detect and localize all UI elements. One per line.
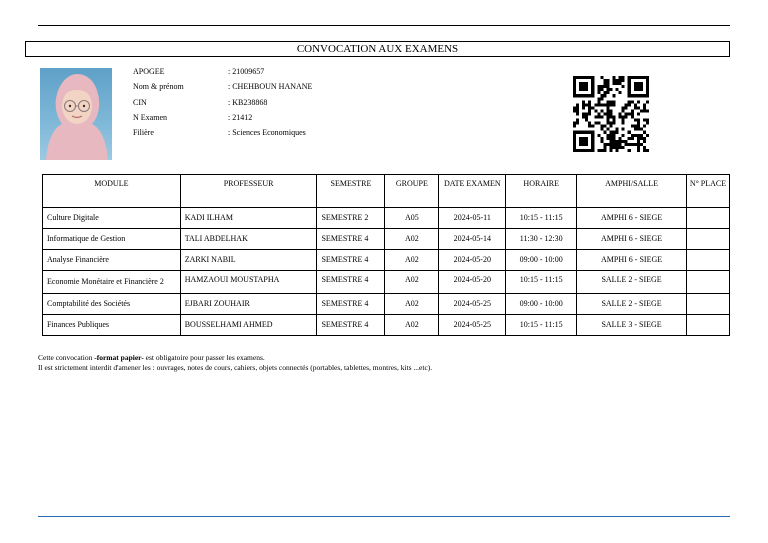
cell-professeur: HAMZAOUI MOUSTAPHA — [180, 271, 317, 294]
cell-salle: SALLE 2 - SIEGE — [577, 294, 687, 315]
header-module: MODULE — [43, 175, 181, 208]
cell-horaire: 10:15 - 11:15 — [506, 315, 577, 336]
cell-horaire: 11:30 - 12:30 — [506, 229, 577, 250]
document-title: CONVOCATION AUX EXAMENS — [25, 41, 730, 57]
cell-module: Economie Monétaire et Financière 2 — [43, 271, 181, 294]
info-label: CIN — [133, 97, 147, 107]
cell-module: Culture Digitale — [43, 208, 181, 229]
cell-groupe: A02 — [385, 294, 439, 315]
cell-salle: AMPHI 6 - SIEGE — [577, 229, 687, 250]
header-horaire: HORAIRE — [506, 175, 577, 208]
exam-table — [42, 174, 730, 336]
cell-semestre: SEMESTRE 4 — [317, 271, 385, 294]
cell-date: 2024-05-11 — [439, 208, 506, 229]
note-line-1 — [38, 353, 432, 363]
cell-groupe: A02 — [385, 250, 439, 271]
cell-groupe: A02 — [385, 271, 439, 294]
cell-horaire: 09:00 - 10:00 — [506, 294, 577, 315]
cell-semestre: SEMESTRE 4 — [317, 315, 385, 336]
info-value: : Sciences Economiques — [228, 128, 306, 138]
header-semestre: SEMESTRE — [317, 175, 385, 208]
info-value: : CHEHBOUN HANANE — [228, 82, 313, 92]
table-row — [43, 250, 730, 271]
cell-date: 2024-05-25 — [439, 315, 506, 336]
cell-semestre: SEMESTRE 2 — [317, 208, 385, 229]
note-line-2: Il est strictement interdit d'amener les : ouvrages, notes de cours, cahiers, objets connectés (portables, tablettes, montres, kits ...etc). — [38, 363, 433, 372]
qr-code-icon — [573, 76, 649, 152]
table-row — [43, 229, 730, 250]
note-bold: -format papier- — [94, 353, 144, 362]
info-value: : 21412 — [228, 112, 253, 122]
cell-semestre: SEMESTRE 4 — [317, 294, 385, 315]
exam-notes — [38, 353, 432, 373]
student-photo — [40, 68, 112, 160]
cell-groupe: A02 — [385, 315, 439, 336]
cell-module: Finances Publiques — [43, 315, 181, 336]
cell-horaire: 10:15 - 11:15 — [506, 271, 577, 294]
cell-place — [686, 271, 729, 294]
cell-professeur: TALI ABDELHAK — [180, 229, 317, 250]
cell-place — [686, 294, 729, 315]
header-professeur: PROFESSEUR — [180, 175, 317, 208]
note-text: Cette convocation — [38, 353, 95, 362]
info-label: APOGEE — [133, 67, 165, 76]
table-row — [43, 294, 730, 315]
cell-module: Informatique de Gestion — [43, 229, 181, 250]
cell-salle: AMPHI 6 - SIEGE — [577, 208, 687, 229]
bottom-rule — [38, 516, 730, 517]
header-place: N° PLACE — [686, 175, 729, 208]
cell-module: Analyse Financière — [43, 250, 181, 271]
cell-semestre: SEMESTRE 4 — [317, 250, 385, 271]
cell-place — [686, 250, 729, 271]
cell-groupe: A02 — [385, 229, 439, 250]
cell-professeur: KADI ILHAM — [180, 208, 317, 229]
cell-professeur: BOUSSELHAMI AHMED — [180, 315, 317, 336]
top-rule — [38, 25, 730, 26]
cell-date: 2024-05-20 — [439, 250, 506, 271]
info-label: Nom & prénom — [133, 82, 184, 92]
cell-salle: SALLE 2 - SIEGE — [577, 271, 687, 294]
cell-date: 2024-05-20 — [439, 271, 506, 294]
info-label: N Examen — [133, 112, 167, 122]
cell-date: 2024-05-25 — [439, 294, 506, 315]
cell-module: Comptabilité des Sociétés — [43, 294, 181, 315]
table-header-row — [43, 175, 730, 208]
cell-professeur: ZARKI NABIL — [180, 250, 317, 271]
info-value: : KB238868 — [228, 97, 268, 107]
info-value: : 21009657 — [228, 67, 265, 76]
table-row — [43, 271, 730, 294]
cell-semestre: SEMESTRE 4 — [317, 229, 385, 250]
info-label: Filière — [133, 128, 154, 138]
cell-professeur: EJBARI ZOUHAIR — [180, 294, 317, 315]
cell-place — [686, 229, 729, 250]
note-text: est obligatoire pour passer les examens. — [143, 353, 265, 362]
cell-groupe: A05 — [385, 208, 439, 229]
cell-horaire: 09:00 - 10:00 — [506, 250, 577, 271]
header-groupe: GROUPE — [385, 175, 439, 208]
cell-date: 2024-05-14 — [439, 229, 506, 250]
cell-horaire: 10:15 - 11:15 — [506, 208, 577, 229]
cell-place — [686, 208, 729, 229]
table-row — [43, 208, 730, 229]
cell-place — [686, 315, 729, 336]
cell-salle: SALLE 3 - SIEGE — [577, 315, 687, 336]
cell-salle: AMPHI 6 - SIEGE — [577, 250, 687, 271]
table-row — [43, 315, 730, 336]
header-salle: AMPHI/SALLE — [577, 175, 687, 208]
header-date: DATE EXAMEN — [439, 175, 506, 208]
